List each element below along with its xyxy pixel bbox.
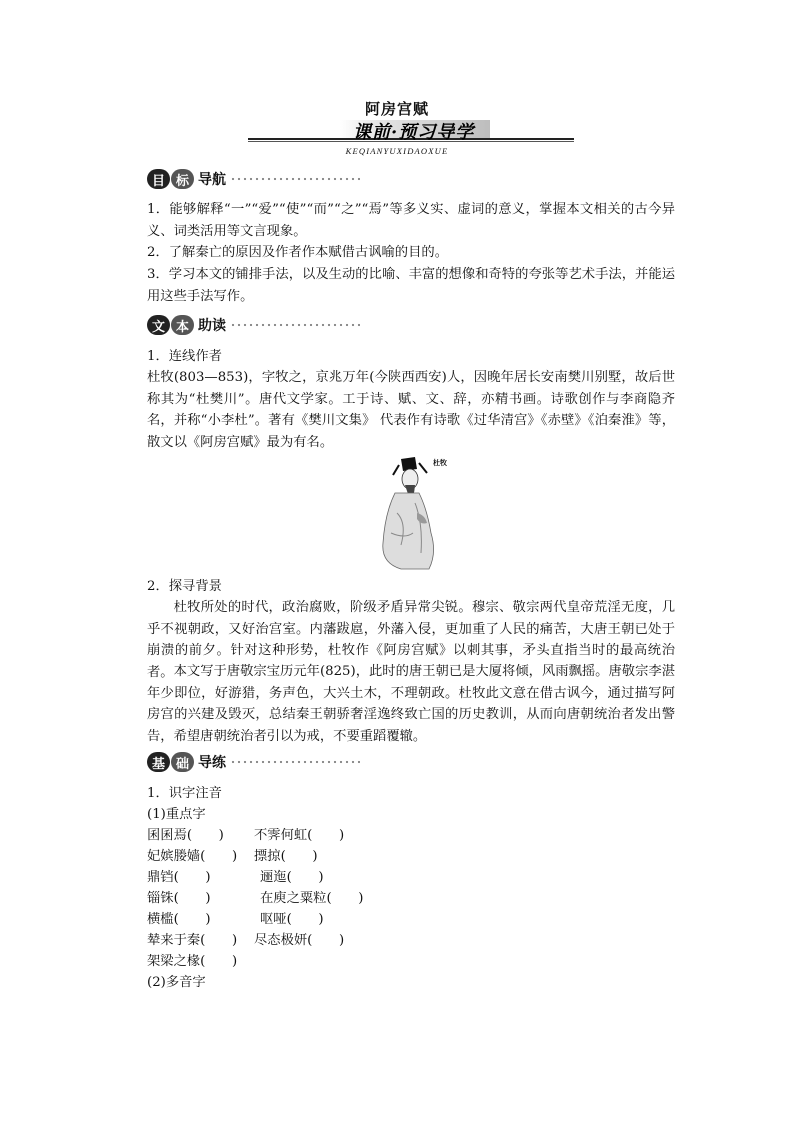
section-basic-heading (147, 751, 360, 773)
exercise-subheading-2: (2)多音字 (147, 975, 206, 990)
background-paragraph-1: 杜牧所处的时代，政治腐败，阶级矛盾异常尖锐。穆宗、敬宗两代皇帝荒淫无度，几乎不视朝政，又好治宫室。内藩跋扈，外藩入侵，更加重了人民的痛苦，大唐王朝已处于崩溃的前夕。针对这种形势，杜牧作《阿房宫赋》以刺其事，矛头直指当时的最高统治者。 (147, 600, 675, 680)
portrait-label: 杜牧 (433, 458, 447, 467)
section-goals-tail: 导航 (198, 172, 226, 188)
du-mu-portrait (371, 453, 451, 571)
banner-text: 课前·预习导学 (353, 122, 475, 143)
exercise-row (147, 909, 324, 930)
author-heading: 1．连线作者 (147, 349, 222, 364)
section-text-char1: 文 (147, 315, 170, 335)
exercise-item: 摽掠( ) (254, 849, 318, 864)
exercise-item: 鼎铛( ) (147, 870, 211, 885)
page-title: 阿房宫赋 (364, 100, 429, 118)
exercise-row (147, 846, 318, 867)
exercise-item: 尽态极妍( ) (254, 933, 345, 948)
exercise-row (147, 930, 345, 951)
goal-item-3: 3．学习本文的铺排手法，以及生动的比喻、丰富的想像和奇特的夸张等艺术手法，并能运用这些手法写作。 (147, 267, 675, 304)
exercise-item: 横槛( ) (147, 912, 211, 927)
exercise-item: 锱铢( ) (147, 891, 211, 906)
author-body: 杜牧(803—853)，字牧之，京兆万年(今陕西西安)人，因晚年居长安南樊川别墅，故后世称其为“杜樊川”。唐代文学家。工于诗、赋、文、辞，亦精书画。诗歌创作与李商隐齐名，并称“小李杜”。著有《樊川文集》 代表作有诗歌《过华清宫》《赤壁》《泊秦淮》等，散文以《阿房宫赋》最为有名。 (147, 370, 675, 450)
exercise-item: 妃嫔媵嫱( ) (147, 849, 238, 864)
section-banner (248, 118, 574, 144)
goal-item-2: 2．了解秦亡的原因及作者作本赋借古讽喻的目的。 (147, 245, 448, 260)
section-goals-char1: 目 (147, 169, 170, 189)
section-basic-tail: 导练 (198, 755, 226, 771)
exercise-item: 架梁之椽( ) (147, 954, 238, 969)
exercise-item: 逦迤( ) (260, 870, 324, 885)
exercise-item: 呕哑( ) (260, 912, 324, 927)
exercise-row (147, 951, 237, 972)
background-paragraph-2: 本文写于唐敬宗宝历元年(825)，此时的唐王朝已是大厦将倾，风雨飘摇。唐敬宗李湛年少即位，好游猎，务声色，大兴土木，不理朝政。杜牧此文意在借古讽今，通过描写阿房宫的兴建及毁灭，总结秦王朝骄奢淫逸终致亡国的历史教训，从而向唐朝统治者发出警告，希望唐朝统治者引以为戒，不要重蹈覆辙。 (147, 664, 675, 744)
goal-item-1: 1．能够解释“一”“爱”“使”“而”“之”“焉”等多义实、虚词的意义，掌握本文相关的古今异义、词类活用等文言现象。 (147, 202, 675, 239)
background-heading: 2．探寻背景 (147, 579, 222, 594)
exercise-subheading-1: (1)重点字 (147, 807, 206, 822)
exercise-item: 囷囷焉( ) (147, 828, 224, 843)
exercise-item: 辇来于秦( ) (147, 933, 238, 948)
section-goals-char2: 标 (171, 169, 194, 189)
exercise-item: 在庾之粟粒( ) (260, 891, 364, 906)
exercise-row (147, 888, 364, 909)
dotted-rule (230, 758, 360, 766)
section-basic-char2: 础 (171, 752, 194, 772)
section-text-tail: 助读 (198, 318, 226, 334)
section-text-char2: 本 (171, 315, 194, 335)
banner-pinyin: KEQIANYUXIDAOXUE (345, 146, 449, 156)
exercise-heading: 1．识字注音 (147, 786, 222, 801)
section-text-heading (147, 314, 360, 336)
exercise-item: 不霁何虹( ) (254, 828, 345, 843)
exercise-row (147, 825, 345, 846)
dotted-rule (230, 175, 360, 183)
exercise-row (147, 867, 324, 888)
section-basic-char1: 基 (147, 752, 170, 772)
section-goals-heading (147, 168, 360, 190)
dotted-rule (230, 321, 360, 329)
